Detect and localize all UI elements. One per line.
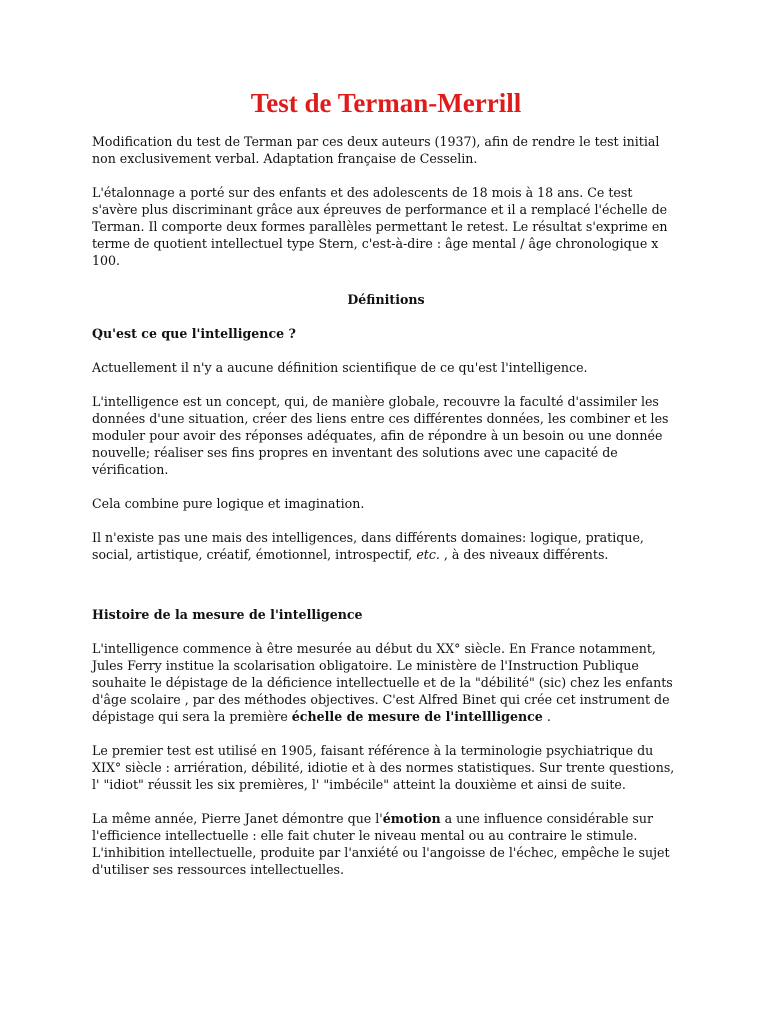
etc-italic: etc. [416,547,440,562]
history-paragraph-1-end: . [542,709,551,724]
history-paragraph-2: Le premier test est utilisé en 1905, faisant référence à la terminologie psychiatrique du XIX° siècle : arriération, débilité, idiotie et à des normes statistiques. Sur trente questions, l' "idiot" réussit les six premières, l' "imbécile" atteint la douxième et ainsi de suite. [92,743,675,792]
definitions-question: Qu'est ce que l'intelligence ? [92,326,296,341]
definitions-paragraph-4 [92,529,680,563]
intro-paragraph-2: L'étalonnage a porté sur des enfants et des adolescents de 18 mois à 18 ans. Ce test s'avère plus discriminant grâce aux épreuves de performance et il a remplacé l'échelle de Terman. Il comporte deux formes parallèles permettant le retest. Le résultat s'exprime en terme de quotient intellectuel type Stern, c'est-à-dire : âge mental / âge chronologique x 100. [92,185,668,268]
scale-term-bold: échelle de mesure de l'intellligence [291,709,543,724]
definitions-paragraph-4-end: , à des niveaux différents. [439,547,609,562]
history-paragraph-3-end: a une influence considérable sur l'efficience intellectuelle : elle fait chuter le niveau mental ou au contraire le stimule. L'inhibition intellectuelle, produite par l'anxiété ou l'angoisse de l'échec, empêche le sujet d'utiliser ses ressources intellectuelles. [92,811,670,877]
history-paragraph-3-text: La même année, Pierre Janet démontre que l' [92,811,383,826]
document-page [92,86,680,878]
definitions-paragraph-3: Cela combine pure logique et imagination. [92,496,365,511]
history-paragraph-1-text: L'intelligence commence à être mesurée au début du XX° siècle. En France notamment, Jules Ferry institue la scolarisation obligatoire. Le ministère de l'Instruction Publique souhaite le dépistage de la déficience intellectuelle et de la "débilité" (sic) chez les enfants d'âge scolaire , par des méthodes objectives. C'est Alfred Binet qui crée cet instrument de dépistage qui sera la première [92,641,673,724]
intro-paragraph-1: Modification du test de Terman par ces deux auteurs (1937), afin de rendre le test initial non exclusivement verbal. Adaptation française de Cesselin. [92,134,660,166]
history-paragraph-3 [92,810,680,878]
definitions-paragraph-2: L'intelligence est un concept, qui, de manière globale, recouvre la faculté d'assimiler les données d'une situation, créer des liens entre ces différentes données, les combiner et les moduler pour avoir des réponses adéquates, afin de répondre à un besoin ou une donnée nouvelle; réaliser ses fins propres en inventant des solutions avec une capacité de vérification. [92,394,669,477]
definitions-paragraph-4-text: Il n'existe pas une mais des intelligences, dans différents domaines: logique, pratique, social, artistique, créatif, émotionnel, introspectif, [92,530,644,562]
definitions-heading: Définitions [347,292,425,307]
emotion-term-bold: émotion [382,811,441,826]
document-title: Test de Terman-Merrill [250,88,522,118]
history-paragraph-1 [92,640,680,725]
history-heading: Histoire de la mesure de l'intelligence [92,607,363,622]
definitions-paragraph-1: Actuellement il n'y a aucune définition scientifique de ce qu'est l'intelligence. [92,360,588,375]
